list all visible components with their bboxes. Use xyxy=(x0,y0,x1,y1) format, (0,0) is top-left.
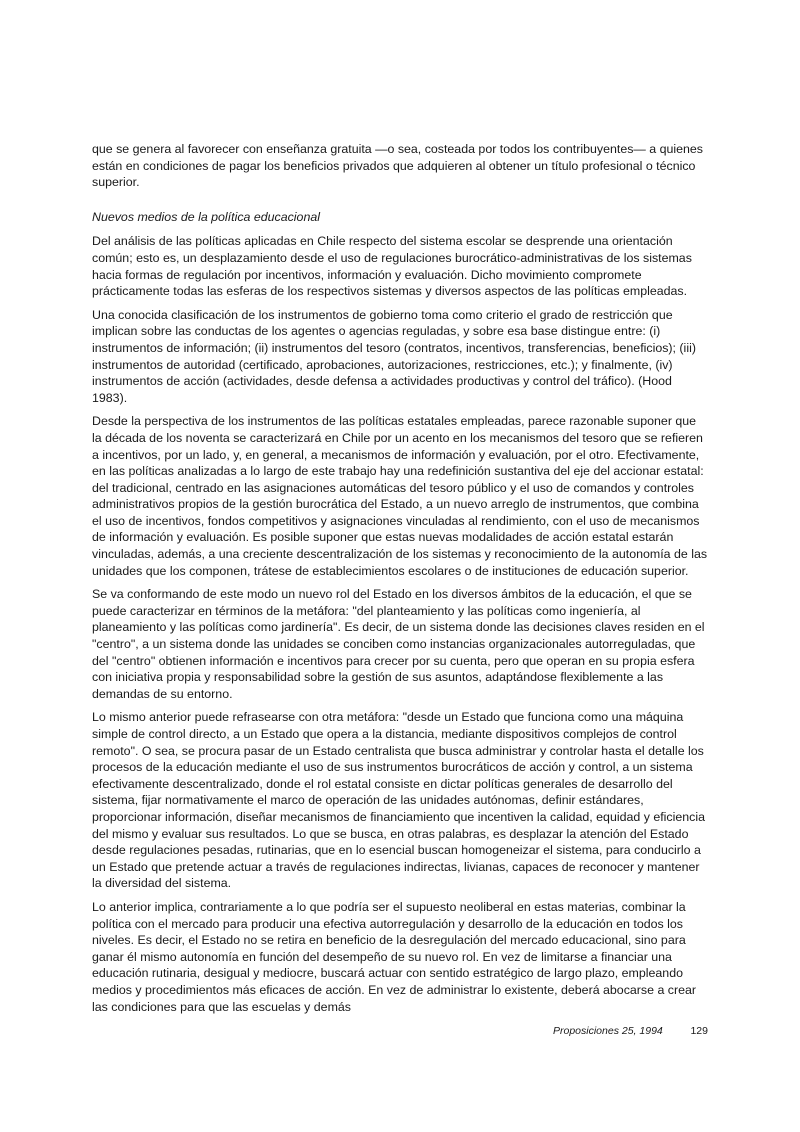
body-paragraph: Desde la perspectiva de los instrumentos de las políticas estatales empleadas, parece razonable suponer que la década de los noventa se caracterizará en Chile por un acento en los mecanismos del tesoro que se refieren a incentivos, por un lado, y, en general, a mecanismos de información y evaluación, por el otro. Efectivamente, en las políticas analizadas a lo largo de este trabajo hay una redefinición sustantiva del eje del accionar estatal: del tradicional, centrado en las asignaciones automáticas del tesoro público y el uso de comandos y controles administrativos propios de la gestión burocrática del Estado, a un nuevo arreglo de instrumentos, que combina el uso de incentivos, fondos competitivos y asignaciones vinculadas al rendimiento, con el uso de mecanismos de información y evaluación. Es posible suponer que estas nuevas modalidades de acción estatal estarán vinculadas, además, a una creciente descentralización de los sistemas y reconocimiento de la autonomía de las unidades que los componen, trátese de establecimientos escolares o de instituciones de educación superior. xyxy=(92,414,708,578)
body-paragraph: Lo anterior implica, contrariamente a lo que podría ser el supuesto neoliberal en estas materias, combinar la política con el mercado para producir una efectiva autorregulación y desarrollo de la educación en todos los niveles. Es decir, el Estado no se retira en beneficio de la desregulación del mercado educacional, sino para ganar él mismo autonomía en función del desempeño de su nuevo rol. En vez de limitarse a financiar una educación rutinaria, desigual y mediocre, buscará actuar con sentido estratégico de largo plazo, empleando medios y procedimientos más eficaces de acción. En vez de administrar lo existente, deberá abocarse a crear las condiciones para que las escuelas y demás xyxy=(92,899,697,1014)
body-paragraph: Del análisis de las políticas aplicadas en Chile respecto del sistema escolar se desprende una orientación común; esto es, un desplazamiento desde el uso de regulaciones burocrático-administrativas de los sistemas hacia formas de regulación por incentivos, información y evaluación. Dicho movimiento compromete prácticamente todas las esferas de los respectivos sistemas y diversos aspectos de las políticas empleadas. xyxy=(92,234,692,299)
page-footer xyxy=(553,1025,708,1037)
document-body xyxy=(92,141,708,1022)
page-number: 129 xyxy=(690,1025,708,1037)
journal-citation: Proposiciones 25, 1994 xyxy=(553,1025,663,1037)
intro-paragraph: que se genera al favorecer con enseñanza gratuita —o sea, costeada por todos los contribuyentes— a quienes están en condiciones de pagar los beneficios privados que adquieren al obtener un título profesional o técnico superior. xyxy=(92,142,703,190)
body-paragraph: Una conocida clasificación de los instrumentos de gobierno toma como criterio el grado de restricción que implican sobre las conductas de los agentes o agencias reguladas, y sobre esa base distingue entre: (i) instrumentos de información; (ii) instrumentos del tesoro (contratos, incentivos, transferencias, beneficios); (iii) instrumentos de autoridad (certificado, aprobaciones, autorizaciones, restricciones, etc.); y finalmente, (iv) instrumentos de acción (actividades, desde defensa a actividades productivas y control del tráfico). (Hood 1983). xyxy=(92,307,696,405)
body-paragraph: Lo mismo anterior puede refrasearse con otra metáfora: "desde un Estado que funciona como una máquina simple de control directo, a un Estado que opera a la distancia, mediante dispositivos complejos de control remoto". O sea, se procura pasar de un Estado centralista que busca administrar y controlar hasta el detalle los procesos de la educación mediante el uso de sus instrumentos burocráticos de acción y control, a un sistema efectivamente descentralizado, donde el rol estatal consiste en dictar políticas generales de desarrollo del sistema, fijar normativamente el marco de operación de las unidades autónomas, definir estándares, proporcionar información, diseñar mecanismos de financiamiento que incentiven la calidad, equidad y eficiencia del mismo y evaluar sus resultados. Lo que se busca, en otras palabras, es desplazar la atención del Estado desde regulaciones pesadas, rutinarias, que en lo esencial buscan homogeneizar el sistema, para conducirlo a un Estado que pretende actuar a través de regulaciones indirectas, livianas, capaces de reconocer y mantener la diversidad del sistema. xyxy=(92,710,705,891)
section-heading: Nuevos medios de la política educacional xyxy=(92,209,320,224)
body-paragraph: Se va conformando de este modo un nuevo rol del Estado en los diversos ámbitos de la educación, el que se puede caracterizar en términos de la metáfora: "del planteamiento y las políticas como ingeniería, al planeamiento y las políticas como jardinería". Es decir, de un sistema donde las decisiones claves residen en el "centro", a un sistema donde las unidades se conciben como instancias organizacionales autorreguladas, que del "centro" obtienen información e incentivos para crecer por su cuenta, pero que operan en su propia esfera con iniciativa propia y responsabilidad sobre la gestión de sus asuntos, adaptándose flexiblemente a las demandas de su entorno. xyxy=(92,587,705,701)
